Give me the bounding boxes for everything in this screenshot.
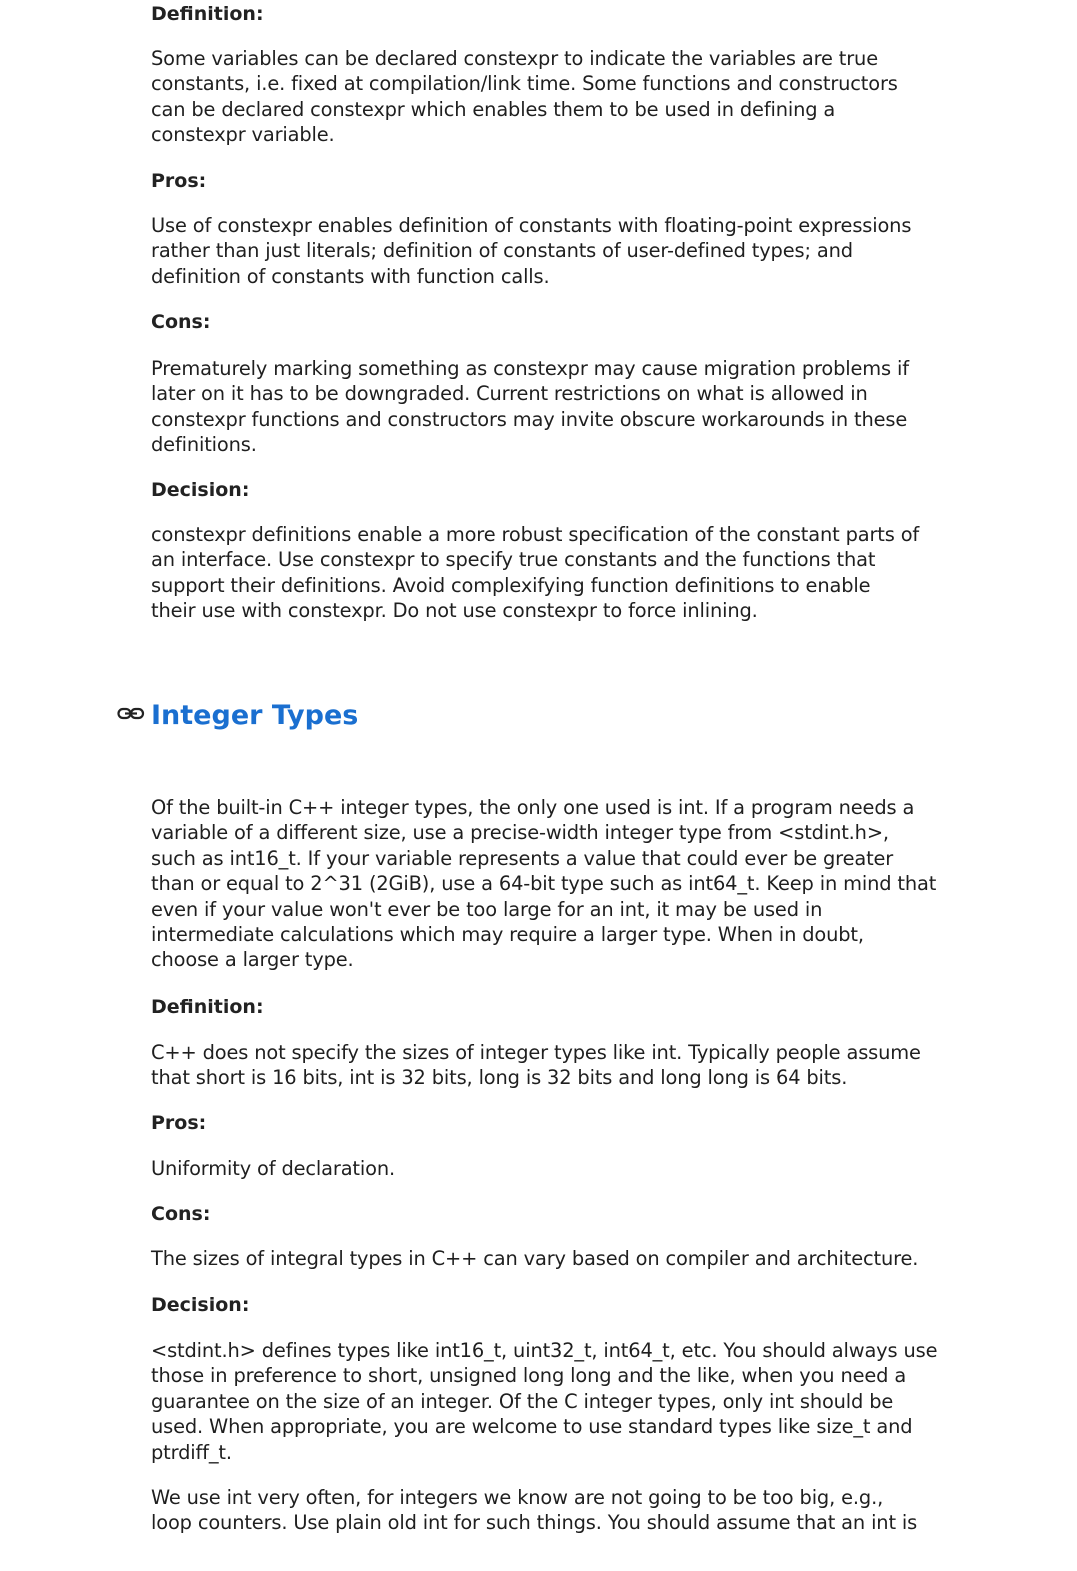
constexpr-pros-label: Pros:: [151, 170, 207, 192]
text-line: support their definitions. Avoid complexifying function definitions to enable: [151, 573, 871, 597]
constexpr-definition-text: [151, 46, 898, 148]
text-line: an interface. Use constexpr to specify true constants and the functions that: [151, 548, 876, 572]
integer-types-cons-label: Cons:: [151, 1203, 211, 1225]
text-line: intermediate calculations which may require a larger type. When in doubt,: [151, 923, 864, 947]
text-line: constexpr functions and constructors may invite obscure workarounds in these: [151, 407, 908, 431]
text-line: variable of a different size, use a precise-width integer type from <stdint.h>,: [151, 821, 889, 845]
text-line: rather than just literals; definition of constants of user-defined types; and: [151, 239, 853, 263]
constexpr-decision-text: [151, 522, 919, 624]
text-line: Some variables can be declared constexpr to indicate the variables are true: [151, 47, 878, 70]
text-line: constexpr definitions enable a more robust specification of the constant parts of: [151, 523, 920, 546]
integer-types-summary: [151, 795, 936, 973]
text-line: We use int very often, for integers we know are not going to be too big, e.g.,: [151, 1486, 884, 1509]
text-line: The sizes of integral types in C++ can vary based on compiler and architecture.: [151, 1247, 919, 1270]
text-line: <stdint.h> defines types like int16_t, uint32_t, int64_t, etc. You should always use: [151, 1339, 938, 1362]
integer-types-decision-text: [151, 1338, 937, 1465]
text-line: guarantee on the size of an integer. Of the C integer types, only int should be: [151, 1389, 894, 1413]
integer-types-definition-text: [151, 1040, 921, 1091]
text-line: such as int16_t. If your variable represents a value that could ever be greater: [151, 846, 894, 870]
constexpr-cons-text: [151, 356, 909, 458]
text-line: C++ does not specify the sizes of integer types like int. Typically people assume: [151, 1041, 921, 1064]
text-line: those in preference to short, unsigned long long and the like, when you need a: [151, 1364, 907, 1388]
text-line: can be declared constexpr which enables them to be used in defining a: [151, 97, 836, 121]
text-line: used. When appropriate, you are welcome to use standard types like size_t and: [151, 1415, 913, 1439]
text-line: their use with constexpr. Do not use constexpr to force inlining.: [151, 599, 758, 623]
integer-types-heading: Integer Types: [151, 700, 359, 731]
text-line: later on it has to be downgraded. Current restrictions on what is allowed in: [151, 382, 868, 406]
text-line: choose a larger type.: [151, 948, 354, 972]
text-line: Prematurely marking something as constexpr may cause migration problems if: [151, 357, 909, 380]
constexpr-definition-label: Definition:: [151, 3, 264, 25]
integer-types-pros-label: Pros:: [151, 1112, 207, 1134]
integer-types-cons-text: [151, 1246, 918, 1271]
text-line: even if your value won't ever be too large for an int, it may be used in: [151, 897, 823, 921]
text-line: that short is 16 bits, int is 32 bits, long is 32 bits and long long is 64 bits.: [151, 1066, 848, 1090]
constexpr-pros-text: [151, 213, 911, 289]
text-line: Uniformity of declaration.: [151, 1157, 395, 1180]
integer-types-definition-label: Definition:: [151, 996, 264, 1018]
text-line: constexpr variable.: [151, 123, 335, 147]
text-line: ptrdiff_t.: [151, 1440, 232, 1464]
constexpr-decision-label: Decision:: [151, 479, 250, 501]
text-line: than or equal to 2^31 (2GiB), use a 64-bit type such as int64_t. Keep in mind that: [151, 872, 937, 896]
text-line: Use of constexpr enables definition of constants with floating-point expressions: [151, 214, 912, 237]
text-line: loop counters. Use plain old int for such things. You should assume that an int is: [151, 1511, 918, 1535]
text-line: Of the built-in C++ integer types, the only one used is int. If a program needs a: [151, 796, 915, 819]
integer-types-usage-text: [151, 1485, 917, 1536]
text-line: definition of constants with function calls.: [151, 264, 550, 288]
text-line: definitions.: [151, 433, 257, 457]
constexpr-cons-label: Cons:: [151, 311, 211, 333]
link-icon[interactable]: [117, 706, 145, 720]
text-line: constants, i.e. fixed at compilation/link time. Some functions and constructors: [151, 72, 898, 96]
integer-types-pros-text: [151, 1156, 395, 1181]
integer-types-decision-label: Decision:: [151, 1294, 250, 1316]
